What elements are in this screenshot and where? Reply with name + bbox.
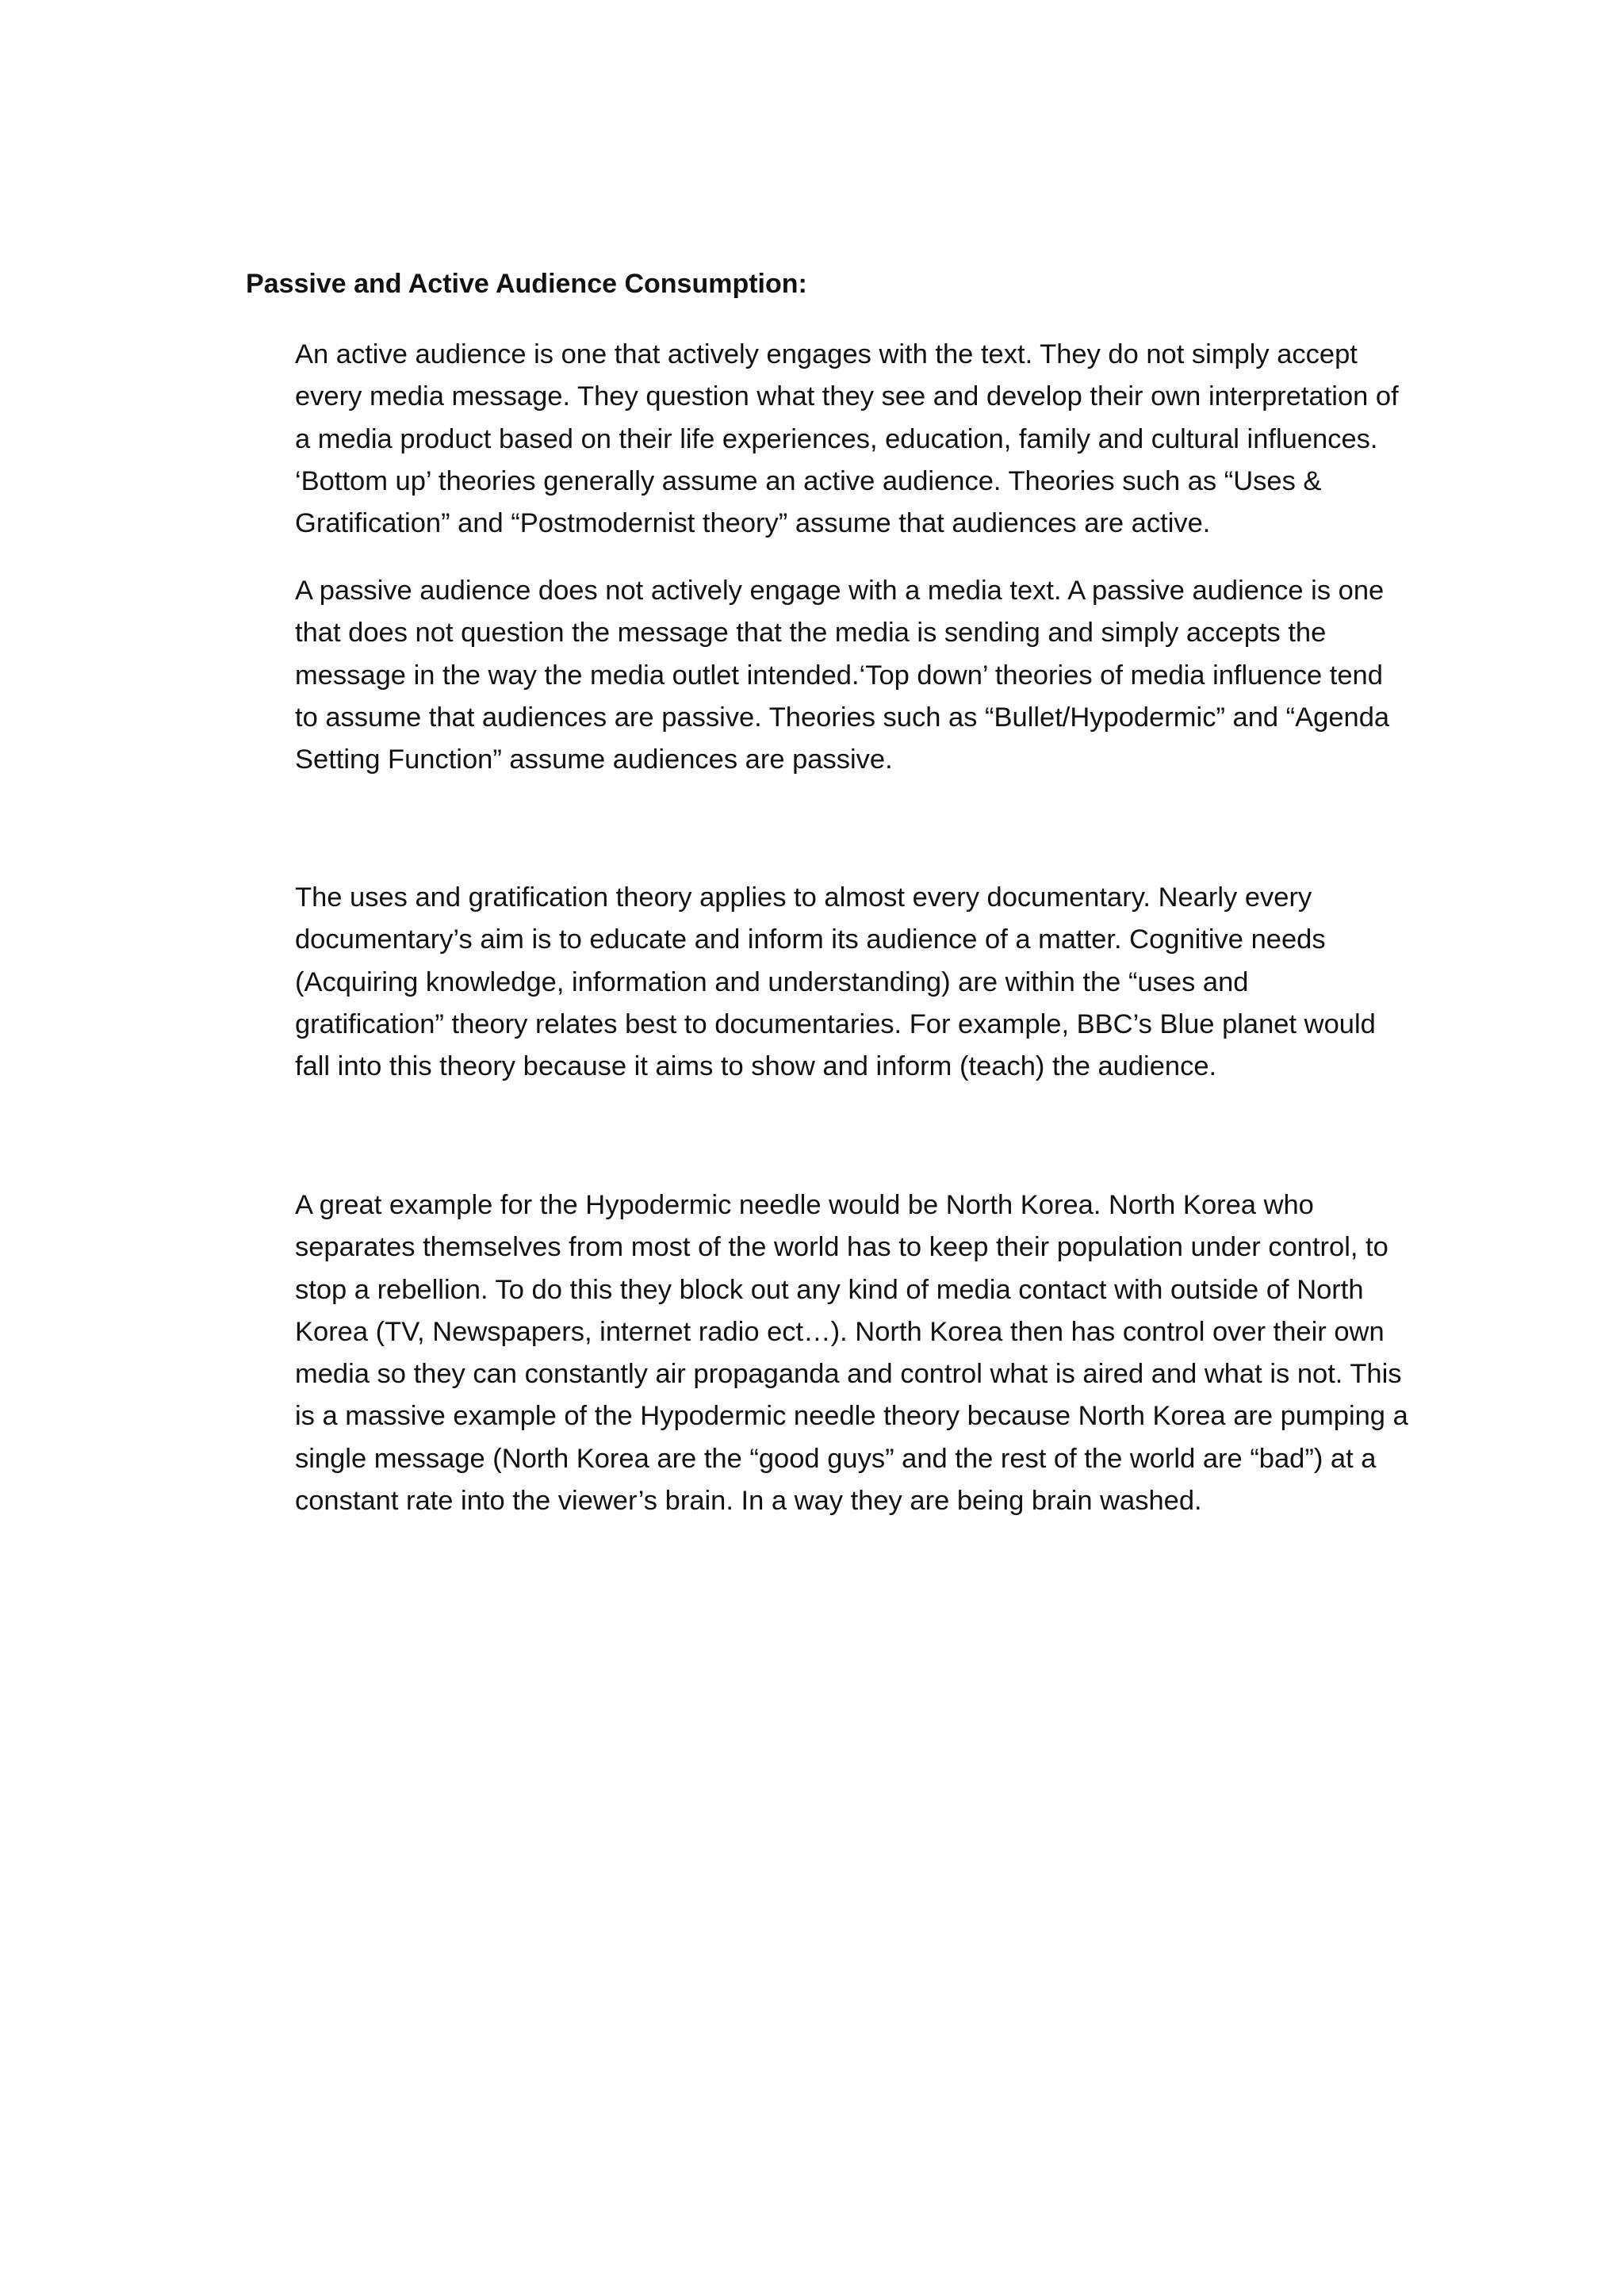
paragraph-line: stop a rebellion. To do this they block out any kind of media contact with outside of North [295, 1274, 1364, 1305]
paragraph-line: that does not question the message that the media is sending and simply accepts the [295, 618, 1327, 649]
paragraph-line: documentary’s aim is to educate and inform its audience of a matter. Cognitive needs [295, 924, 1326, 955]
paragraph-line: to assume that audiences are passive. Theories such as “Bullet/Hypodermic” and “Agenda [295, 702, 1390, 733]
paragraph-line: separates themselves from most of the world has to keep their population under control, to [295, 1232, 1388, 1263]
paragraph-active-audience [295, 334, 1399, 545]
paragraph-line: gratification” theory relates best to documentaries. For example, BBC’s Blue planet would [295, 1008, 1376, 1039]
paragraph-line: A passive audience does not actively engage with a media text. A passive audience is one [295, 576, 1385, 606]
paragraph-line: Setting Function” assume audiences are passive. [295, 744, 893, 775]
paragraph-passive-audience [295, 570, 1389, 781]
paragraph-line: fall into this theory because it aims to show and inform (teach) the audience. [295, 1051, 1217, 1082]
paragraph-line: single message (North Korea are the “good guys” and the rest of the world are “bad”) at a [295, 1443, 1377, 1474]
paragraph-line: message in the way the media outlet intended.‘Top down’ theories of media influence tend [295, 660, 1383, 691]
document-heading: Passive and Active Audience Consumption: [246, 269, 807, 299]
paragraph-line: An active audience is one that actively engages with the text. They do not simply accept [295, 339, 1358, 369]
paragraph-line: (Acquiring knowledge, information and understanding) are within the “uses and [295, 966, 1249, 997]
paragraph-line: ‘Bottom up’ theories generally assume an active audience. Theories such as “Uses & [295, 465, 1322, 496]
paragraph-line: is a massive example of the Hypodermic needle theory because North Korea are pumping a [295, 1401, 1408, 1432]
paragraph-line: The uses and gratification theory applies to almost every documentary. Nearly every [295, 882, 1312, 913]
paragraph-hypodermic-needle [295, 1184, 1408, 1522]
paragraph-line: constant rate into the viewer’s brain. In a way they are being brain washed. [295, 1486, 1202, 1517]
paragraph-line: a media product based on their life experiences, education, family and cultural influences. [295, 423, 1378, 454]
paragraph-line: every media message. They question what they see and develop their own interpretation of [295, 381, 1399, 412]
paragraph-line: Gratification” and “Postmodernist theory” assume that audiences are active. [295, 508, 1211, 539]
paragraph-line: Korea (TV, Newspapers, internet radio ect…). North Korea then has control over their own [295, 1316, 1385, 1347]
paragraph-uses-gratification [295, 877, 1376, 1088]
paragraph-line: media so they can constantly air propaganda and control what is aired and what is not. This [295, 1359, 1402, 1390]
paragraph-line: A great example for the Hypodermic needle would be North Korea. North Korea who [295, 1190, 1314, 1220]
